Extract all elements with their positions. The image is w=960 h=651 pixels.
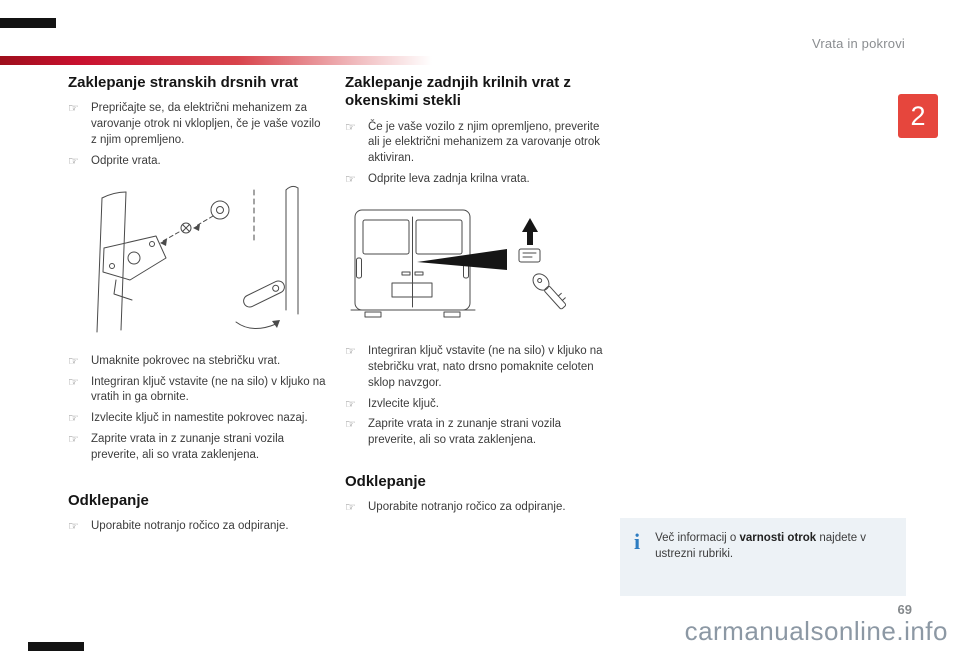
instruction-list (68, 354, 326, 464)
page-number: 69 (897, 602, 912, 617)
section-title-unlock: Odklepanje (345, 473, 426, 491)
instruction-list (345, 120, 603, 188)
instruction-text: Izvlecite ključ. (368, 397, 439, 410)
instruction-item (68, 519, 326, 535)
instruction-text: Uporabite notranjo ročico za odpiranje. (91, 520, 289, 533)
instruction-text: Odprite leva zadnja krilna vrata. (368, 173, 530, 186)
instruction-text: Zaprite vrata in z zunanje strani vozila preverite, ali so vrata zaklenjena. (91, 433, 285, 462)
instruction-item (68, 154, 326, 170)
instruction-item (345, 500, 603, 516)
instruction-list (345, 500, 603, 516)
info-icon: i (634, 529, 641, 554)
pointer-icon: ☞ (68, 353, 79, 368)
instruction-text: Prepričajte se, da električni mehanizem za varovanje otrok ni vklopljen, če je vaše vozilo z njim opremljeno. (91, 102, 321, 147)
pointer-icon: ☞ (345, 396, 356, 411)
pointer-icon: ☞ (345, 500, 356, 515)
pointer-icon: ☞ (345, 417, 356, 432)
pointer-icon: ☞ (345, 344, 356, 359)
print-mark-top (0, 18, 56, 28)
section-sliding-doors (68, 74, 326, 540)
info-text-after: najdete v ustrezni rubriki. (655, 532, 867, 561)
section-rear-doors (345, 74, 603, 521)
van-rear-illustration (345, 194, 595, 334)
instruction-item (345, 417, 603, 449)
section-title-rear-doors: Zaklepanje zadnjih krilnih vrat z okenskimi stekli (345, 74, 571, 110)
instruction-item (68, 375, 326, 407)
pointer-icon: ☞ (345, 172, 356, 187)
pointer-icon: ☞ (68, 374, 79, 389)
info-text-before: Več informacij o (655, 532, 740, 544)
chapter-tab: 2 (898, 94, 938, 138)
instruction-list (68, 101, 326, 169)
instruction-item (345, 344, 603, 392)
instruction-list (68, 519, 326, 535)
instruction-item (345, 397, 603, 413)
red-accent-stripe (0, 56, 432, 65)
instruction-item (345, 120, 603, 168)
running-header: Vrata in pokrovi (811, 36, 905, 51)
section-title-unlock: Odklepanje (68, 491, 149, 509)
instruction-text: Integriran ključ vstavite (ne na silo) v kljuko na stebričku vrat, nato drsno pomaknite celoten sklop navzgor. (368, 345, 603, 389)
instruction-text: Integriran ključ vstavite (ne na silo) v kljuko na vratih in ga obrnite. (91, 375, 326, 404)
instruction-item (345, 172, 603, 188)
watermark: carmanualsonline.info (684, 616, 948, 646)
info-box (620, 518, 906, 596)
instruction-list (345, 344, 603, 449)
instruction-text: Zaprite vrata in z zunanje strani vozila preverite, ali so vrata zaklenjena. (368, 418, 562, 447)
section-title-sliding-doors: Zaklepanje stranskih drsnih vrat (68, 74, 299, 91)
print-mark-bottom (28, 642, 84, 651)
instruction-text: Če je vaše vozilo z njim opremljeno, preverite ali je električni mehanizem za varovanje otrok aktiviran. (368, 120, 601, 165)
door-lock-illustration (68, 182, 323, 340)
instruction-text: Umaknite pokrovec na stebričku vrat. (91, 354, 281, 367)
pointer-icon: ☞ (345, 119, 356, 134)
instruction-text: Izvlecite ključ in namestite pokrovec nazaj. (91, 412, 308, 425)
pointer-icon: ☞ (68, 411, 79, 426)
instruction-item (68, 354, 326, 370)
instruction-item (68, 411, 326, 427)
instruction-item (68, 432, 326, 464)
pointer-icon: ☞ (68, 519, 79, 534)
instruction-text: Uporabite notranjo ročico za odpiranje. (368, 501, 566, 514)
info-text (655, 530, 892, 563)
info-text-bold: varnosti otrok (739, 532, 817, 544)
instruction-text: Odprite vrata. (91, 154, 161, 167)
pointer-icon: ☞ (68, 432, 79, 447)
pointer-icon: ☞ (68, 153, 79, 168)
pointer-icon: ☞ (68, 101, 79, 116)
instruction-item (68, 101, 326, 149)
